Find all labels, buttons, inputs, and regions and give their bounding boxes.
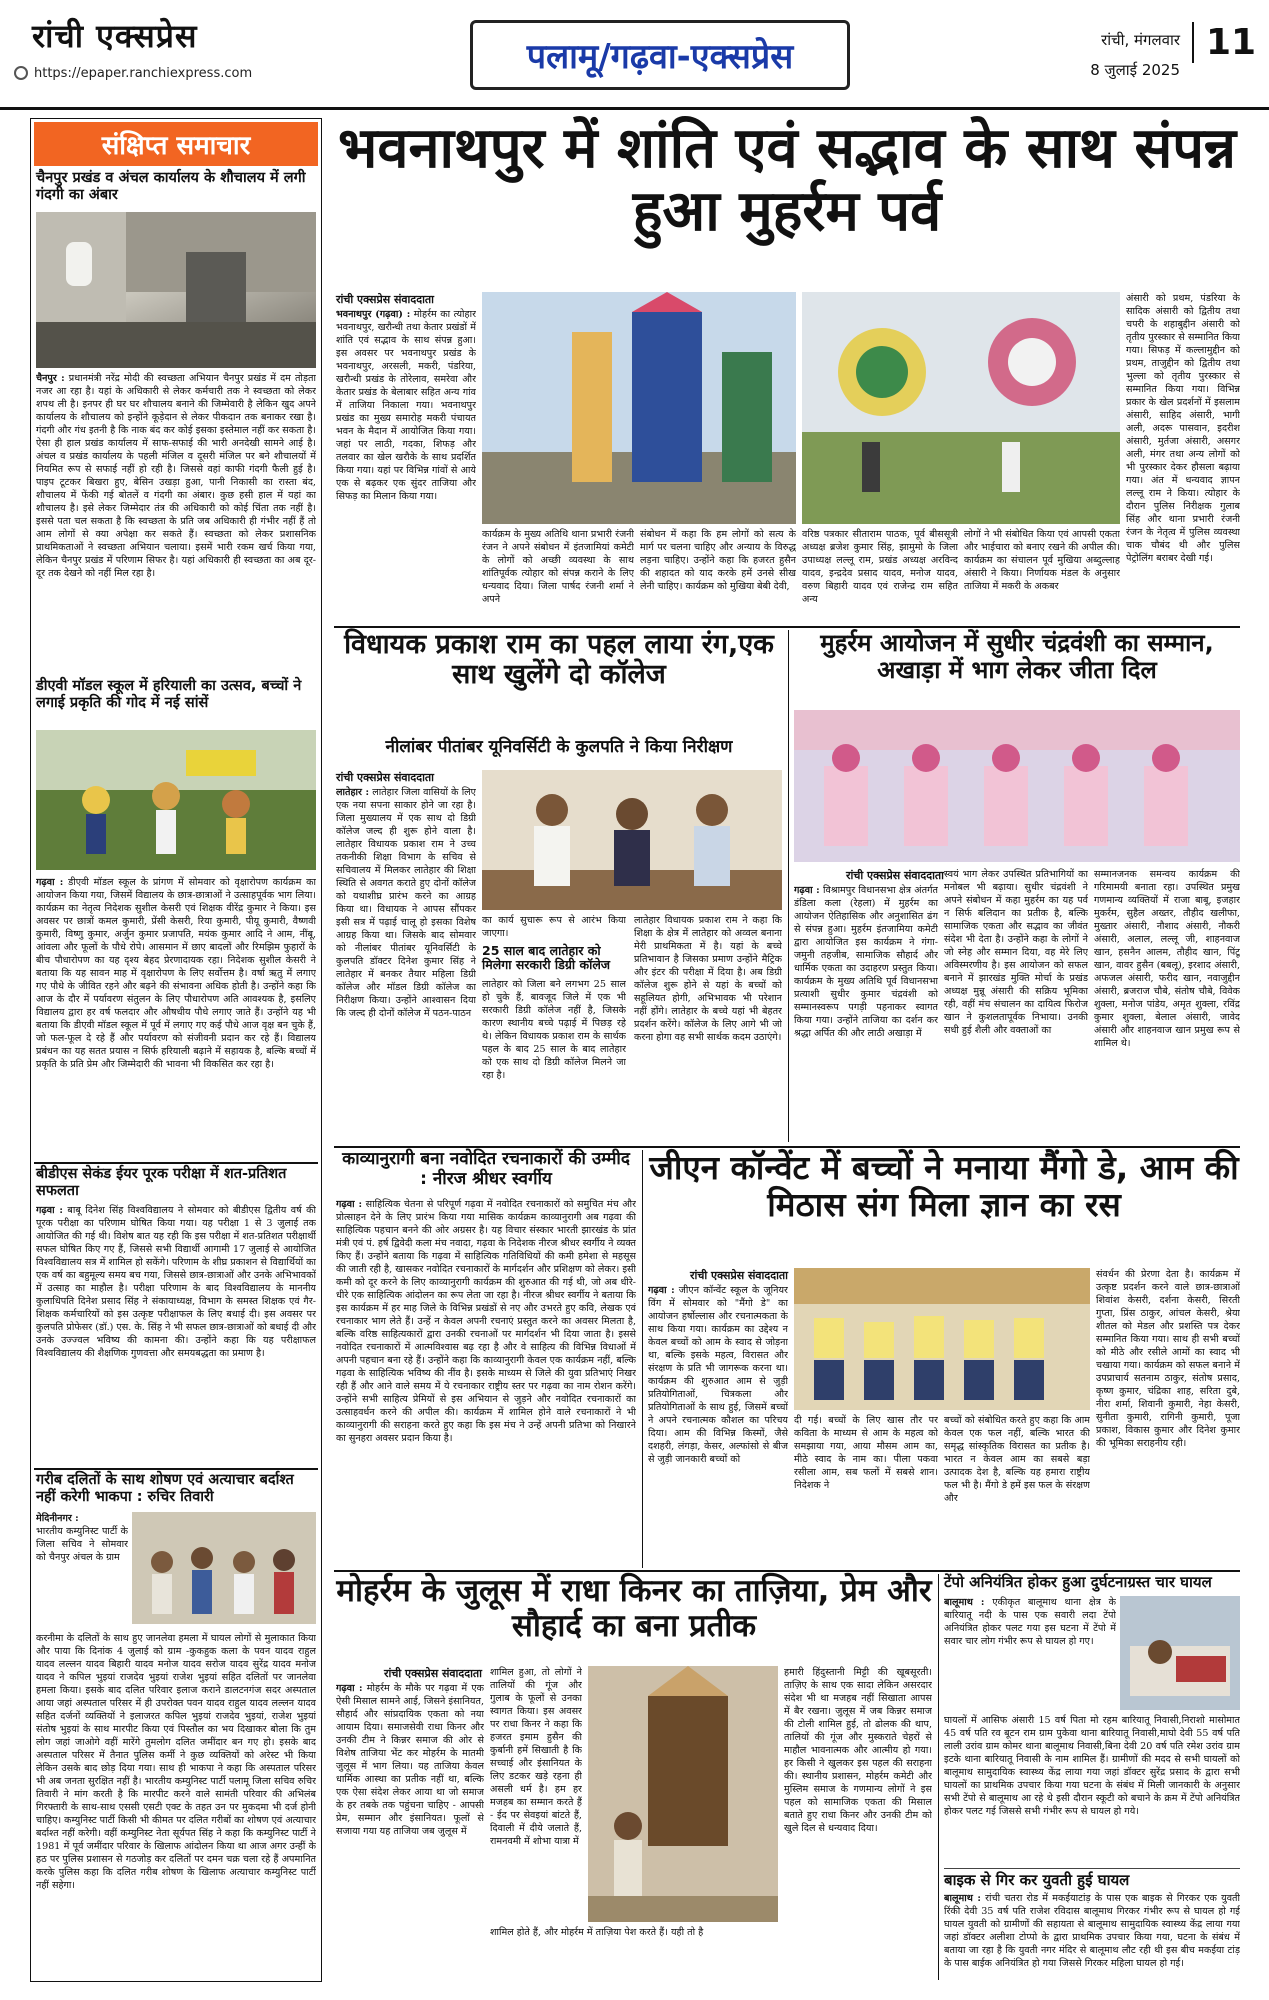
story7-body-top [944,1596,1116,1714]
brief2-text: डीएवी मॉडल स्कूल के प्रांगण में सोमवार को वृक्षारोपण कार्यक्रम का आयोजन किया गया, जिसमें विद्यालय के छात्र-छात्राओं ने उत्साहपूर्वक भाग लिया। कार्यक्रम का नेतृत्व निदेशक सुशील केसरी एवं शिक्षक वीरेंद्र कुमार ने किया। इस अवसर पर छात्रों कमल कुमारी, प्रेंसी केसरी, रिया कुमारी, पीयू कुमारी, वैष्णवी कुमारी, विष्णु कुमार, अर्जुन कुमार प्रजापति, मयंक कुमार आदि ने आम, नींबू, आंवला और फूलों के पौधे रोपे। आसमान में छाए बादलों और रिमझिम फुहारों के बीच पौधारोपण का यह दृश्य बेहद प्रेरणादायक रहा। निदेशक सुशील केसरी ने बताया कि यह सावन माह में वृक्षारोपण के लिए सर्वोत्तम है। वर्षा ऋतु में लगाए गए पौधे के जीवित रहने और बढ़ने की संभावना अधिक होती है। उन्होंने कहा कि आज के दौर में पर्यावरण संतुलन के लिए पौधारोपण अति आवश्यक है, इसलिए विद्यालय द्वारा हर वर्ष फलदार और औषधीय पौधे लगाए जाते हैं। उन्होंने यह भी बताया कि डीएवी मॉडल स्कूल में पूर्व में लगाए गए कई पौधे आज वृक्ष बन चुके हैं, जो फल-फूल दे रहे हैं और पर्यावरण को संजीवनी प्रदान कर रहे हैं। विद्यालय प्रबंधन का यह सतत प्रयास न सिर्फ हरियाली बढ़ाने में सहायक है, बल्कि बच्चों में प्रकृति के प्रति प्रेम और जिम्मेदारी की भावना भी विकसित कर रहा है। [36,877,316,1070]
story2-bureau: रांची एक्सप्रेस संवाददाता [336,771,435,784]
story5-headline: जीएन कॉन्वेंट में बच्चों ने मनाया मैंगो डे, आम की मिठास संग मिला ज्ञान का रस [649,1148,1239,1224]
lead-col1 [336,308,476,608]
toilet-photo [36,212,316,368]
brief1-body [36,372,316,672]
brief2-body [36,876,316,1158]
story3-headline: मुहर्रम आयोजन में सुधीर चंद्रवंशी का सम्मान, अखाड़ा में भाग लेकर जीता दिल [820,629,1214,684]
brief2-headline: डीएवी मॉडल स्कूल में हरियाली का उत्सव, बच्चों ने लगाई प्रकृति की गोद में नई सांसें [36,678,302,711]
tazia-kinar-photo [588,1666,778,1922]
story5-col4: संवर्धन की प्रेरणा देता है। कार्यक्रम में उत्कृष्ट प्रदर्शन करने वाले छात्र-छात्राओं शिवांश केसरी, दर्शना केसरी, सिरती गुप्ता, प्रिंस ठाकुर, आंचल केसरी, श्रेया शीतल को मेडल और प्रशस्ति पत्र देकर सम्मानित किया गया। साथ ही सभी बच्चों को मीठे और रसीले आमों का स्वाद भी चखाया गया। कार्यक्रम को सफल बनाने में उपप्राचार्य सतनाम ठाकुर, संतोष प्रसाद, कृष्ण कुमार, चंद्रिका शाह, सरिता दुबे, नीरा शर्मा, शिवानी कुमारी, नेहा केसरी, सुनीता कुमारी, रागिनी कुमारी, पूजा प्रकाश, विकास कुमार और दिनेश कुमार की भूमिका सराहनीय रही। [1096,1269,1240,1449]
toilet-photo-graphic [36,212,316,368]
story3-col1 [794,884,938,1142]
brief3-dateline: गढ़वा : [36,1205,63,1216]
brief3-body [36,1204,316,1464]
story6-dateline: गढ़वा : [336,1683,363,1694]
column-rule [642,1150,643,1568]
story6-headline: मोहर्रम के जुलूस में राधा किनर का ताज़िया, प्रेम और सौहार्द का बना प्रतीक [336,1573,932,1644]
procession-photo [802,292,1120,524]
cpi-meeting-photo [132,1512,316,1624]
brief4-headline: गरीब दलितों के साथ शोषण एवं अत्याचार बर्दाश्त नहीं करेगी भाकपा : रुचिर तिवारी [36,1472,294,1505]
story2-col2: लातेहार को जिला बने लगभग 25 साल हो चुके हैं, बावजूद जिले में एक भी सरकारी डिग्री कॉलेज नहीं है, जिसके कारण स्थानीय बच्चे पढ़ाई में पिछड़ रहे थे। लेकिन विधायक प्रकाश राम के सार्थक पहल के बाद 25 साल के बाद लातेहार को एक साथ दो डिग्री कॉलेज मिलने जा रहा है। [482,979,626,1081]
story6-bureau: रांची एक्सप्रेस संवाददाता [384,1667,483,1680]
story3-col1-text: विश्रामपुर विधानसभा क्षेत्र अंतर्गत डंडिला कला (रेहला) में मुहर्रम का आयोजन ऐतिहासिक और अनुशासित ढंग से संपन्न हुआ। मुहर्रम इंतजामिया कमेटी द्वारा आयोजित इस कार्यक्रम ने गंगा-जमुनी तहजीब, सामाजिक सौहार्द और धार्मिक एकता का उदाहरण प्रस्तुत किया। कार्यक्रम के मुख्य अतिथि पूर्व विधानसभा प्रत्याशी सुधीर कुमार चंद्रवंशी को सम्मानस्वरूप पगड़ी पहनाकर स्वागत किया गया। उन्होंने ताजिया का दर्शन कर श्रद्धा अर्पित की और लाठी अखाड़ा में [794,885,938,1039]
honour-stage-graphic [794,710,1240,862]
story2-headline: विधायक प्रकाश राम का पहल लाया रंग,एक साथ खुलेंगे दो कॉलेज [344,629,774,691]
newspaper-logo: रांची एक्सप्रेस [32,17,198,55]
story6-col2-bottom: शामिल होते हैं, और मोहर्रम में ताज़िया पेश करते हैं। यही तो है [490,1927,704,1938]
story5-col2: दी गई। बच्चों के लिए खास तौर पर कविता के माध्यम से आम के महत्व को समझाया गया, आया मौसम आम का, मीठे स्वाद के नाम का। पीला पकवा रसीला आम, सब फलों में सबसे शान। निदेशक ने [794,1415,938,1491]
divider [34,1468,318,1470]
story3-col3: सम्मानजनक समन्वय कार्यक्रम की गरिमामयी बनाता रहा। उपस्थित प्रमुख गणमान्य व्यक्तियों में राजा बाबू, इजहार मुकर्रम, सुहैल अख्तर, तौहीद खलीफा, मुख्तार अंसारी, नौशाद अंसारी, नौकरी अंसारी, अलाल, लल्लू जी, शाहनवाज खान, हसनैन आलम, तौहीद खान, पिंटू खान, वावर हुसैन (बबलू), इरशाद अंसारी, अफजल अंसारी, फरीद खान, नवाजुद्दीन अंसारी, ब्रजराज चौबे, संतोष चौबे, विवेक शुक्ला, मनोज पांडेय, अमृत शुक्ला, रविंद्र कुमार शुक्ला, बेलाल अंसारी, जावेद अंसारी और शाहनवाज खान प्रमुख रूप से शामिल थे। [1094,869,1240,1049]
story6-col3: हमारी हिंदुस्तानी मिट्टी की खूबसूरती। ताज़िए के साथ एक सादा लेकिन असरदार संदेश भी था मजहब नहीं सिखाता आपस में बैर रखना। जुलूस में जब किन्नर समाज की टोली शामिल हुई, तो ढोलक की थाप, तालियों की गूंज और मुस्कराते चेहरों से माहौल भावनात्मक और आत्मीय हो गया। हर किसी ने खुलकर इस पहल की सराहना की। स्थानीय प्रशासन, मोहर्रम कमेटी और मुस्लिम समाज के गणमान्य लोगों ने इस पहल को सामाजिक एकता की मिसाल बताते हुए राधा किनर और उनकी टीम को खुले दिल से धन्यवाद दिया। [784,1667,932,1834]
story5-dateline: गढ़वा : [648,1285,675,1296]
lead-col2: कार्यक्रम के मुख्य अतिथि थाना प्रभारी रंजनी रंजन ने अपने संबोधन में इंतजामियां कमेटी के लोगों को अच्छी व्यवस्था के साथ शांतिपूर्वक त्योहार को संपन्न कराने के लिए धन्यवाद दिया। जिला पार्षद रंजनी शर्मा ने अपने [482,529,634,605]
story8-headline: बाइक से गिर कर युवती हुई घायल [944,1871,1130,1889]
lead-col1-text: मोहर्रम का त्योहार भवनाथपुर, खरौन्धी तथा केतार प्रखंडों में शांति एवं सद्भाव के साथ संपन्न हुआ। इस अवसर पर भवनाथपुर प्रखंड के भवनाथपुर, अरसली, मकरी, पंडरिया, खरौन्धी प्रखंड के तोरेलाव, समरेवा और केतार प्रखंड के बेलाबार सहित अन्य गांव में ताजिया निकाला गया। भवनाथपुर प्रखंड का मुख्य समारोह मकरी पंचायत भवन के मैदान में आयोजित किया गया। जहां पर लाठी, गदका, शिफड़ और तलवार का खेल खरौके के साथ प्रदर्शित किया गया। यहां पर विभिन्न गांवों से आये एक से बढ़कर एक सुंदर ताजिया और सिफड़ का मिलान किया गया। [336,309,476,502]
story3-col2: स्वयं भाग लेकर उपस्थित प्रतिभागियों का मनोबल भी बढ़ाया। सुधीर चंद्रवंशी ने अपने संबोधन में कहा मुहर्रम का यह पर्व न सिर्फ बलिदान का प्रतीक है, बल्कि सामाजिक एकता और सद्भाव का जीवंत संदेश भी देता है। उन्होंने कहा के लोगों ने जो स्नेह और सम्मान दिया, वह मेरे लिए अविस्मरणीय है। इस आयोजन को सफल बनाने में झारखंड मुक्ति मोर्चा के प्रखंड अध्यक्ष मुन्नू अंसारी की सक्रिय भूमिका रही, वहीं मंच संचालन का दायित्व फिरोज खान ने कुशलतापूर्वक निभाया। उनकी सधी हुई शैली और वक्ताओं का [944,869,1088,1036]
procession-photo-graphic [802,292,1120,524]
brief1-headline: चैनपुर प्रखंड व अंचल कार्यालय के शौचालय में लगी गंदगी का अंबार [36,170,306,203]
story3-dateline: गढ़वा : [794,885,820,896]
story2-col2-top: का कार्य सुचारू रूप से आरंभ किया जाएगा। [482,915,626,939]
story8-dateline: बालूमाथ : [944,1893,981,1904]
story6-col1 [336,1682,484,1980]
story2-col1 [336,786,476,1142]
lead-col5: लोगों ने भी संबोधित किया एवं आपसी एकता और भाईचारा को बनाए रखने की अपील की। कार्यक्रम का संचालन पूर्व मुखिया अब्दुल्लाह अंसारी ने किया। निर्णायक मंडल के अनुसार ताजिया में मकरी के अकबर [964,529,1120,592]
section-title: पलामू/गढ़वा-एक्सप्रेस [470,20,850,90]
story6-col1-text: मोहर्रम के मौके पर गढ़वा में एक ऐसी मिसाल सामने आई, जिसने इंसानियत, सौहार्द और सांप्रदायिक एकता को नया आयाम दिया। समाजसेवी राधा किनर और उनकी टीम ने किन्नर समाज की ओर से विशेष ताजिया भेंट कर मोहर्रम के मातमी जुलूस में भाग लिया। यह ताजिया केवल धार्मिक आस्था का प्रतीक नहीं था, बल्कि एक ऐसा संदेश लेकर आया था जो समाज के हर तबके तक पहुंचना चाहिए - आपसी प्रेम, सम्मान और इंसानियत। फूलों से सजाया गया यह ताजिया जब जुलूस में [336,1683,484,1837]
story4-headline: काव्यानुरागी बना नवोदित रचनाकारों की उम्मीद : नीरज श्रीधर स्वर्गीय [342,1149,630,1189]
brief4-dateline: मेदिनीनगर : [36,1513,79,1524]
tazia-kinar-graphic [588,1666,778,1922]
story2-subhead: नीलांबर पीतांबर यूनिवर्सिटी के कुलपति ने किया निरीक्षण [385,737,733,757]
accident-photo [1120,1596,1240,1710]
story5-bureau: रांची एक्सप्रेस संवाददाता [690,1269,789,1282]
story2-box-title: 25 साल बाद लातेहार को मिलेगा सरकारी डिग्री कॉलेज [482,943,611,973]
column-rule [788,630,789,1142]
column-rule [938,1574,939,1980]
story4-dateline: गढ़वा : [336,1199,363,1210]
story5-col1 [648,1284,788,1564]
globe-icon [14,66,28,80]
brief1-text: प्रधानमंत्री नरेंद्र मोदी की स्वच्छता अभियान चैनपुर प्रखंड में दम तोड़ता नजर आ रहा है। यहां के अधिकारी से लेकर कर्मचारी तक ने स्वच्छता को लेकर शपथ ली है। इनपर ही घर घर शौचालय बनाने की जिम्मेवारी है लेकिन खुद अपने कार्यालय के शौचालय को इन्होंने कूड़ेदान से लेकर पीकदान तक बनाकर रखा है। गंदगी और गंध इतनी है कि नाक बंद कर कोई इसका इस्तेमाल नहीं कर सकता है। ऐसा ही हाल प्रखंड कार्यालय में साफ-सफाई की भारी अनदेखी सामने आई है। अंचल व प्रखंड कार्यालय के पहली मंजिल व दूसरी मंजिल पर बने शौचालयों में नियमित रूप से सफाई नहीं हो रही है। जिससे वहां काफी गंदगी फैली हुई है। पाइप टूटकर बिखरा हुए, बेसिन उखड़ा हुआ, पानी निकासी का रास्ता बंद, शौचालय में फेंकी गई बोतलें व गंदगी का अंबार। कुछ हसी हाल में यहां का शौचालय है। इसे लेकर जिम्मेदार तंत्र की अधिकारी को कोई चिंता तक नहीं है। इससे पता चल सकता है कि स्वच्छता के प्रति जब अधिकारी ही गंभीर नहीं हैं तो आम लोगों से क्या अपेक्षा कर सकते हैं। स्वच्छता को लेकर प्रशासनिक प्राथमिकताओं ने स्वच्छता अभियान चलाया। इसमें भारी रकम खर्च किया गया, लेकिन चैनपुर प्रखंड में परिणाम सिफर है। यहां अधिकारी ही स्वच्छता का अब दूर-दूर तक देखने को नहीं मिल रहा है। [36,373,316,579]
honour-stage-photo [794,710,1240,862]
lead-bureau: रांची एक्सप्रेस संवाददाता [336,293,435,306]
brief3-headline: बीडीएस सेकंड ईयर पूरक परीक्षा में शत-प्रतिशत सफलता [36,1166,287,1199]
story7-body: घायलों में आसिफ अंसारी 15 वर्ष पिता मो रहम बारियातू निवासी,निराशो मासोमात 45 वर्ष पति रव बूटन राम ग्राम पुकेवा थाना बारियातू निवासी,माघो देवी 55 वर्ष पति लाली उरांव ग्राम कोमर थाना बालूमाथ निवासी,बिना देवी 20 वर्ष पति रमेश उरांव ग्राम इटके थाना बारियातू निवासी के नाम शामिल हैं। ग्रामीणों की मदद से सभी घायलों को बालूमाथ सामुदायिक स्वास्थ्य केंद्र लाया गया जहां डॉक्टर सुरेंद्र प्रसाद के द्वारा सभी घायलों का प्राथमिक उपचार किया गया घटना के संबंध में मिली जानकारी के अनुसार सभी टेंपो से बालूमाथ आ रहे थे इसी दौरान स्कूटी को बचाने के क्रम में टेंपो अनियंत्रित होकर पलट गई जिससे सभी गंभीर रूप से घायल हो गये। [944,1715,1240,1817]
lead-col6: अंसारी को प्रथम, पंडरिया के सादिक अंसारी को द्वितीय तथा चपरी के शहाबुद्दीन अंसारी को तृतीय पुरस्कार से सम्मानित किया गया। सिफड़ में कल्लामुद्दीन को प्रथम, ताजुद्दीन को द्वितीय तथा भुल्ला को तृतीय पुरस्कार से सम्मानित किया गया। विभिन्न प्रकार के खेल प्रदर्शनों में इसलाम अंसारी, साहिद अंसारी, भागी अली, अदरू पासवान, इदरीश अंसारी, मुर्तजा अंसारी, असगर अली, मंगर तथा अन्य लोगों को भी पुरस्कार देकर हौसला बढ़ाया गया। अंत में धन्यवाद ज्ञापन लल्लू राम ने किया। त्योहार के दौरान पुलिस निरीक्षक गुलाब सिंह और थाना प्रभारी रंजनी रंजन के नेतृत्व में पुलिस व्यवस्था चाक चौबंद थी और पुलिस पेट्रोलिंग बराबर देखी गई। [1126,293,1240,564]
story7-text-top: एकीकृत बालूमाथ थाना क्षेत्र के बारियातू नदी के पास एक सवारी लदा टेंपो अनियंत्रित होकर पलट गया इस घटना में टेंपो में सवार चार लोग गंभीर रूप से घायल हो गए। [944,1597,1116,1647]
story7-headline: टेंपो अनियंत्रित होकर हुआ दुर्घटनाग्रस्त चार घायल [944,1573,1212,1591]
story8-text: रांची चतरा रोड में मकईयाटांड़ के पास एक बाइक से गिरकर एक युवती रिंकी देवी 35 वर्ष पति राजेश रविदास बालूमाथ गिरकर गंभीर रूप से घायल हो गई घायल युवती को ग्रामीणों की सहायता से बालूमाथ सामुदायिक स्वास्थ्य केंद्र लाया गया जहां डॉक्टर अलीशा टोप्पो के द्वारा प्राथमिक उपचार किया गया, घटना के संबंध में बताया जा रहा है कि युवती नगर मंदिर से बालूमाथ लौट रही थी इस बीच मकईया टांड़ के पास बाईक अनियंत्रित हो गया जिससे गिरकर महिला घायल हो गई। [944,1893,1240,1969]
issue-date: 8 जुलाई 2025 [1090,61,1180,79]
mango-day-graphic [794,1268,1090,1410]
tazia-photo [482,292,796,524]
story4-text: साहित्यिक चेतना से परिपूर्ण गढ़वा में नवोदित रचनाकारों को समुचित मंच और प्रोत्साहन देने के लिए प्रारंभ किया गया मासिक कार्यक्रम काव्यानुरागी अब गढ़वा की साहित्यिक पहचान बनने की ओर अग्रसर है। यह विचार संस्कार भारती झारखंड के प्रांत मंत्री एवं पं. हर्ष द्विवेदी कला मंच नवादा, गढ़वा के निदेशक नीरज श्रीधर स्वर्गीय ने व्यक्त किए हैं। उन्होंने बताया कि गढ़वा में साहित्यिक गतिविधियों की कमी हमेशा से महसूस की जाती रही है, खासकर नवोदित रचनाकारों के मार्गदर्शन और प्रशिक्षण को लेकर। इसी कमी को दूर करने के लिए काव्यानुरागी कार्यक्रम की शुरुआत की गई थी, जो अब धीरे-धीरे एक साहित्यिक आंदोलन का रूप लेता जा रहा है। नीरज श्रीधर स्वर्गीय ने बताया कि इस कार्यक्रम में हर माह जिले के विभिन्न प्रखंडों से नए और उभरते हुए कवि, लेखक एवं रचनाकार भाग लेते हैं। उन्हें न केवल अपनी रचनाएं प्रस्तुत करने का अवसर मिलता है, बल्कि वरिष्ठ साहित्यकारों द्वारा उनकी रचनाओं पर मार्गदर्शन भी दिया जाता है। इससे नवोदित रचनाकारों में आत्मविश्वास बढ़ रहा है और वे साहित्य की विभिन्न विधाओं में अपनी पहचान बना रहे हैं। उन्होंने कहा कि काव्यानुरागी केवल एक कार्यक्रम नहीं, बल्कि गढ़वा के साहित्यिक भविष्य की नींव है। इसके माध्यम से जिले की युवा प्रतिभाएं निखर रही हैं और आने वाले समय में ये रचनाकार राष्ट्रीय स्तर पर गढ़वा का नाम रोशन करेंगे। उन्होंने सभी साहित्य प्रेमियों से इस अभियान से जुड़ने और नवोदित रचनाकारों का उत्साहवर्धन करने की अपील की। कार्यक्रम में शामिल होने वाले रचनाकारों ने भी काव्यानुरागी की सराहना करते हुए कहा कि इस मंच ने उन्हें अपनी प्रतिभा को निखारने का सुनहरा अवसर प्रदान किया है। [336,1199,636,1444]
brief4-text-top: भारतीय कम्युनिस्ट पार्टी के जिला सचिव ने सोमवार को चैनपुर अंचल के ग्राम [36,1526,128,1563]
tazia-photo-graphic [482,292,796,524]
story2-col3: लातेहार विधायक प्रकाश राम ने कहा कि शिक्षा के क्षेत्र में लातेहार को अव्वल बनाना मेरी प्राथमिकता में है। यहां के बच्चे प्रतिभावान है जिसका प्रमाण उन्होंने मैट्रिक और इंटर की परीक्षा में दिया है। अब डिग्री कॉलेज शुरू होने से यहां के बच्चों को सहूलियत होगी, अभिभावक भी परेशान नहीं होंगे। लातेहार के बच्चे यहां भी बेहतर प्रदर्शन करेंगे। कॉलेज के लिए आगे भी जो करना होगा वह सभी सार्थक कदम उठाएंगे। [634,915,782,1043]
divider [334,1570,1240,1572]
divider [334,626,1240,628]
divider [944,1868,1240,1869]
date-block [1040,25,1180,85]
lead-dateline: भवनाथपुर (गढ़वा) : [336,309,411,320]
brief4-body [36,1632,316,1976]
story5-col1-text: जीएन कॉन्वेंट स्कूल के जूनियर विंग में सोमवार को "मैंगो डे" का आयोजन हर्षोल्लास और रचनात्मकता के साथ किया गया। कार्यक्रम का उद्देश्य न केवल बच्चों को आम के स्वाद से जोड़ना था, बल्कि इसके महत्व, विरासत और संरक्षण के प्रति भी जागरूक करना था। कार्यक्रम की शुरुआत आम से जुड़ी प्रतियोगिताओं, चित्रकला और प्रतियोगिताओं के साथ हुई, जिसमें बच्चों ने अपने रचनात्मक कौशल का परिचय दिया। आम की विभिन्न किस्मों, जैसे दशहरी, लंगड़ा, केसर, अल्फांसो से बीज से जुड़ी जानकारी बच्चों को [648,1285,788,1465]
brief4-body-top [36,1512,128,1632]
page-number: 11 [1192,22,1256,63]
story4-body [336,1198,636,1564]
story3-bureau: रांची एक्सप्रेस संवाददाता [846,869,945,882]
brief1-dateline: चैनपुर : [36,373,65,384]
mango-day-photo [794,1268,1090,1410]
brief2-dateline: गढ़वा : [36,877,64,888]
divider [34,1162,318,1164]
briefs-header: संक्षिप्त समाचार [34,122,318,166]
college-inspection-photo [482,770,782,910]
story7-dateline: बालूमाथ : [944,1597,985,1608]
brief3-text: बाबू दिनेश सिंह विश्वविद्यालय ने सोमवार को बीडीएस द्वितीय वर्ष की पूरक परीक्षा का परिणाम घोषित किया गया। यह परीक्षा 1 से 3 जुलाई तक आयोजित की गई थी। विशेष बात यह रही कि इस परीक्षा में शत-प्रतिशत परीक्षार्थी सफल घोषित किए गए हैं, जिससे सभी विद्यार्थी आगामी 17 जुलाई से आयोजित विश्वविद्यालय सत्र में शामिल हो सकेंगे। परिणाम के शीघ्र प्रकाशन से विद्यार्थियों का एक वर्ष का बहुमूल्य समय बच गया, जिससे छात्र-छात्राओं और उनके अभिभावकों में उत्साह का माहौल है। परीक्षा परिणाम के बाद विश्वविद्यालय के माननीय कुलाधिपति दिनेश प्रसाद सिंह ने संकायाध्यक्ष, विभाग के समस्त शिक्षक एवं गैर-शिक्षक कर्मचारियों को इस उत्कृष्ट परीक्षाफल के लिए बधाई दी। इस अवसर पर कुलपति प्रोफेसर (डॉ.) एस. के. सिंह ने भी सफल छात्र-छात्राओं को बधाई दी और उनके उज्ज्वल भविष्य की कामना की। उन्होंने कहा कि यह परीक्षाफल विश्वविद्यालय की शैक्षणिक गुणवत्ता और समयबद्धता का प्रमाण है। [36,1205,316,1359]
lead-col4: वरिष्ठ पत्रकार सीताराम पाठक, पूर्व बीससूत्री अध्यक्ष ब्रजेश कुमार सिंह, झामुमो के जिला उपाध्यक्ष लल्लू राम, प्रखंड अध्यक्ष अरविन्द यादव, इन्द्रदेव प्रसाद यादव, मनोज यादव, वरुण बिहारी यादव एवं राजेन्द्र राम सहित अन्य [802,529,958,605]
lead-col3: संबोधन में कहा कि हम लोगों को सत्य के मार्ग पर चलना चाहिए और अन्याय के विरुद्ध लड़ना चाहिए। उन्होंने कहा कि हजरत हुसैन की शहादत को याद करके हमें उनसे सीख लेनी चाहिए। कार्यक्रम को मुखिया बेबी देवी, [640,529,796,592]
story8-body [944,1892,1240,1982]
story2-col1-text: लातेहार जिला वासियों के लिए एक नया सपना साकार होने जा रहा है। जिला मुख्यालय में एक साथ दो डिग्री कॉलेज जल्द ही शुरू होने वाला है। लातेहार विधायक प्रकाश राम ने उच्च तकनीकी शिक्षा विभाग के सचिव से सचिवालय में मिलकर लातेहार की शिक्षा स्थिति से अवगत कराते हुए दोनों कॉलेज को यथाशीघ्र प्रारंभ करने का आग्रह किया था। विधायक ने आपस सौंपकर इसी सत्र में पढ़ाई चालू हो इसका विशेष आग्रह किया था। जिसके बाद सोमवार को नीलांबर पीतांबर यूनिवर्सिटी के कुलपति डॉक्टर दिनेश कुमार सिंह ने लातेहार में बनकर तैयार महिला डिग्री कॉलेज और मॉडल डिग्री कॉलेज का निरीक्षण किया। उन्होंने आश्वासन दिया कि जल्द ही दोनों कॉलेज में पठन-पाठन [336,787,476,1019]
story6-col2: शामिल हुआ, तो लोगों ने तालियों की गूंज और गुलाब के फूलों से उनका स्वागत किया। इस अवसर पर राधा किनर ने कहा कि हजरत इमाम हुसैन की कुर्बानी हमें सिखाती है कि सच्चाई और इंसानियत के लिए डटकर खड़े रहना ही असली धर्म है। हम हर मजहब का सम्मान करते हैं - ईद पर सेवइयां बांटते हैं, दिवाली में दीये जलाते हैं, रामनवमी में शोभा यात्रा में [490,1667,582,1847]
epaper-url[interactable]: https://epaper.ranchiexpress.com [34,66,253,81]
story2-dateline: लातेहार : [336,787,369,798]
accident-photo-graphic [1120,1596,1240,1710]
cpi-meeting-graphic [132,1512,316,1624]
brief4-text: करनीमा के दलितों के साथ हुए जानलेवा हमला में घायल लोगों से मुलाकात किया और पाया कि दिनांक 4 जुलाई को ग्राम -कुकहुक कला के पवन यादव राहुल यादव लल्लन यादव बिहारी यादव मनोज यादव सरोज यादव सुरेंद्र यादव मनोज यादव ने कपिल भुइयां राजदेव भुइयां राजेश भुइयां सहित दलितों पर जानलेवा हमला किया। इसके बाद दलित परिवार इलाज कराने डालटनगंज सदर अस्पताल आया जहां अस्पताल परिसर में ही उपरोक्त पवन यादव राहुल यादव लल्लन यादव सहित दर्जनों व्यक्तियों ने इलाजरत कपिल भुइयां राजदेव भुइयां, राजेश भुइयां संतोष भुइयां के साथ मारपीट किया एवं पिस्तौल का भय दिखाकर बोला कि तुम लोग जहां जाओगे वहीं मारेंगे तुमलोग दलित जमींदार बन गए हो। इसके बाद अस्पताल परिसर में तैनात पुलिस कर्मी ने कुछ व्यक्तियों को अरेस्ट भी किया लेकिन उसके बाद छोड़ दिया गया। साथ ही भाकपा ने कहा कि अस्पताल परिसर भी अब जनता सुरक्षित नहीं है। भारतीय कम्युनिस्ट पार्टी पलामू जिला सचिव रुचिर तिवारी ने मांग करती है कि मारपीट करने वाले सामंती परिवार की अभिलंब गिरफ्तारी के साथ-साथ एससी एसटी एक्ट के तहत उन पर मुकदमा भी दर्ज होनी चाहिए। कम्युनिस्ट पार्टी किसी भी कीमत पर दलित गरीबों का शोषण एवं अत्याचार बर्दाश्त नहीं करेगी। वहीं कम्युनिस्ट नेता सूर्यपत सिंह ने कहा कि कम्युनिस्ट पार्टी ने 1981 में पूर्व जमींदार परिवार के खिलाफ आंदोलन किया था आज अगर उन्हीं के हठ पर पुलिस प्रशासन से गठजोड़ कर दलितों पर दमन चक्र चला रहे हैं अपमानित करके पुलिस कहा कि दलित गरीब शोषण के खिलाफ अत्याचार कम्युनिस्ट पार्टी नहीं सहेगा। [36,1633,316,1891]
story5-col3: बच्चों को संबोधित करते हुए कहा कि आम केवल एक फल नहीं, बल्कि भारत की समृद्ध सांस्कृतिक विरासत का प्रतीक है। भारत न केवल आम का सबसे बड़ा उत्पादक देश है, बल्कि यह हमारा राष्ट्रीय फल भी है। मैंगो डे हमें इस फल के संरक्षण और [944,1415,1090,1504]
plantation-photo-graphic [36,730,316,870]
place-day: रांची, मंगलवार [1101,31,1180,49]
plantation-photo [36,730,316,870]
college-inspection-graphic [482,770,782,910]
lead-headline: भवनाथपुर में शांति एवं सद्भाव के साथ संपन्न हुआ मुहर्रम पर्व [337,116,1237,244]
